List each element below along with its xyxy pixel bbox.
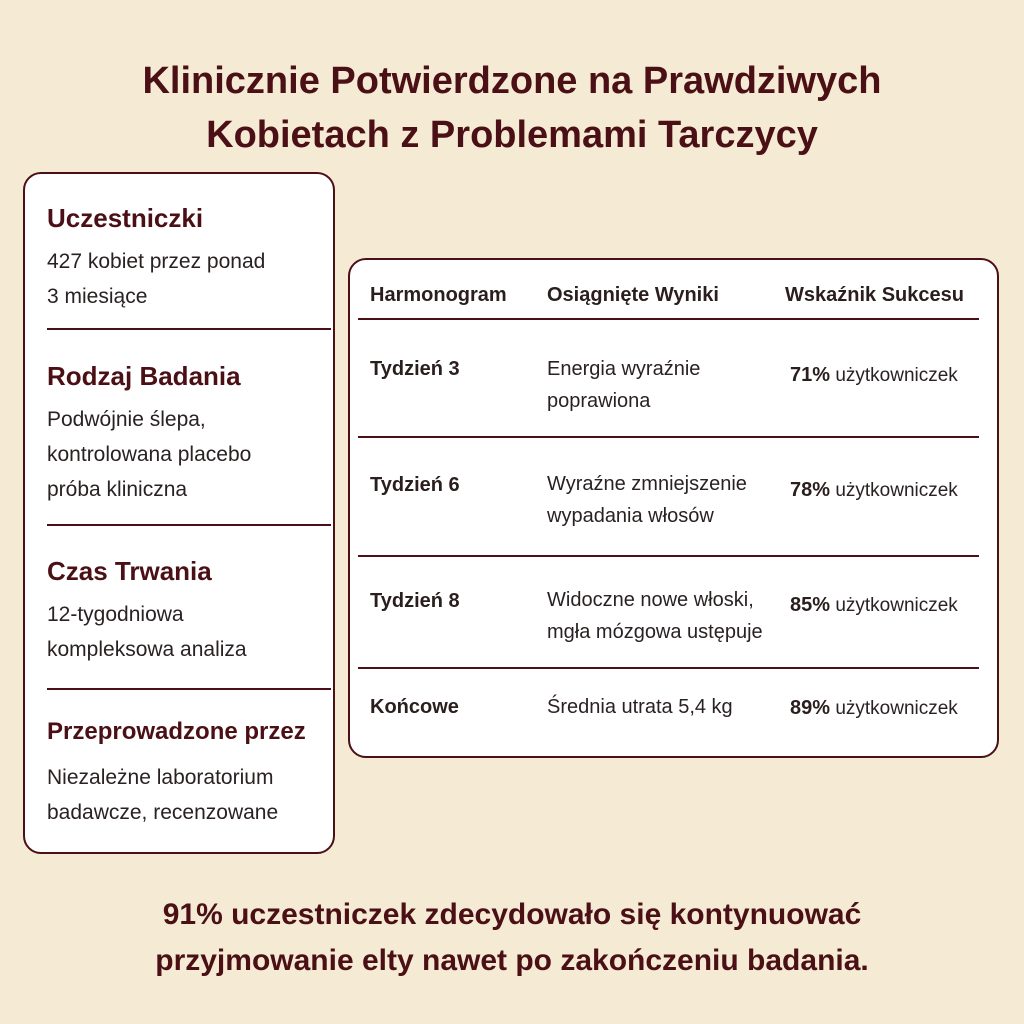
header-divider — [358, 318, 979, 320]
success-rate-value: 78% — [790, 479, 831, 501]
study-value: 427 kobiet przez ponad 3 miesiące — [47, 250, 266, 308]
headline-line-2: Kobietach z Problemami Tarczycy — [206, 114, 818, 156]
table-row-rate — [790, 693, 958, 724]
column-header-results: Osiągnięte Wyniki — [547, 284, 719, 306]
table-row-result: Energia wyraźnie poprawiona — [547, 358, 701, 412]
table-row-timeline: Tydzień 8 — [370, 590, 460, 612]
study-value: Podwójnie ślepa, kontrolowana placebo próba kliniczna — [47, 408, 252, 501]
table-row-result: Widoczne nowe włoski, mgła mózgowa ustępuje — [547, 589, 763, 643]
table-row-result: Średnia utrata 5,4 kg — [547, 696, 733, 718]
success-rate-value: 85% — [790, 594, 831, 616]
study-divider — [47, 328, 331, 330]
study-divider — [47, 524, 331, 526]
study-value: Niezależne laboratorium badawcze, recenzowane — [47, 766, 279, 824]
results-table-card — [348, 258, 999, 758]
study-label: Czas Trwania — [47, 556, 212, 586]
success-rate-suffix: użytkowniczek — [835, 698, 958, 719]
success-rate-suffix: użytkowniczek — [835, 480, 958, 501]
study-value: 12-tygodniowa kompleksowa analiza — [47, 603, 247, 661]
study-details-card — [23, 172, 335, 854]
study-label: Rodzaj Badania — [47, 361, 241, 391]
success-rate-value: 89% — [790, 697, 831, 719]
row-divider — [358, 555, 979, 557]
study-section-duration — [47, 555, 331, 667]
success-rate-suffix: użytkowniczek — [835, 365, 958, 386]
study-divider — [47, 688, 331, 690]
column-header-success-rate: Wskaźnik Sukcesu — [785, 284, 964, 306]
row-divider — [358, 667, 979, 669]
study-label: Przeprowadzone przez — [47, 718, 306, 745]
column-header-timeline: Harmonogram — [370, 284, 507, 306]
success-rate-value: 71% — [790, 364, 831, 386]
footer-line-1: 91% uczestniczek zdecydowało się kontynuować — [162, 898, 862, 931]
footer-statement — [0, 892, 1024, 984]
headline — [0, 54, 1024, 162]
footer-line-2: przyjmowanie elty nawet po zakończeniu badania. — [155, 944, 869, 977]
table-row-rate — [790, 360, 958, 391]
table-row-timeline: Tydzień 6 — [370, 474, 460, 496]
table-row-result: Wyraźne zmniejszenie wypadania włosów — [547, 473, 747, 527]
table-row-timeline: Tydzień 3 — [370, 358, 460, 380]
row-divider — [358, 436, 979, 438]
table-row-rate — [790, 475, 958, 506]
study-label: Uczestniczki — [47, 203, 204, 233]
success-rate-suffix: użytkowniczek — [835, 595, 958, 616]
headline-line-1: Klinicznie Potwierdzone na Prawdziwych — [142, 60, 882, 102]
table-row-rate — [790, 590, 958, 621]
table-row-timeline: Końcowe — [370, 696, 459, 718]
study-section-type — [47, 360, 331, 507]
study-section-participants — [47, 202, 331, 314]
study-section-conducted-by — [47, 716, 331, 830]
